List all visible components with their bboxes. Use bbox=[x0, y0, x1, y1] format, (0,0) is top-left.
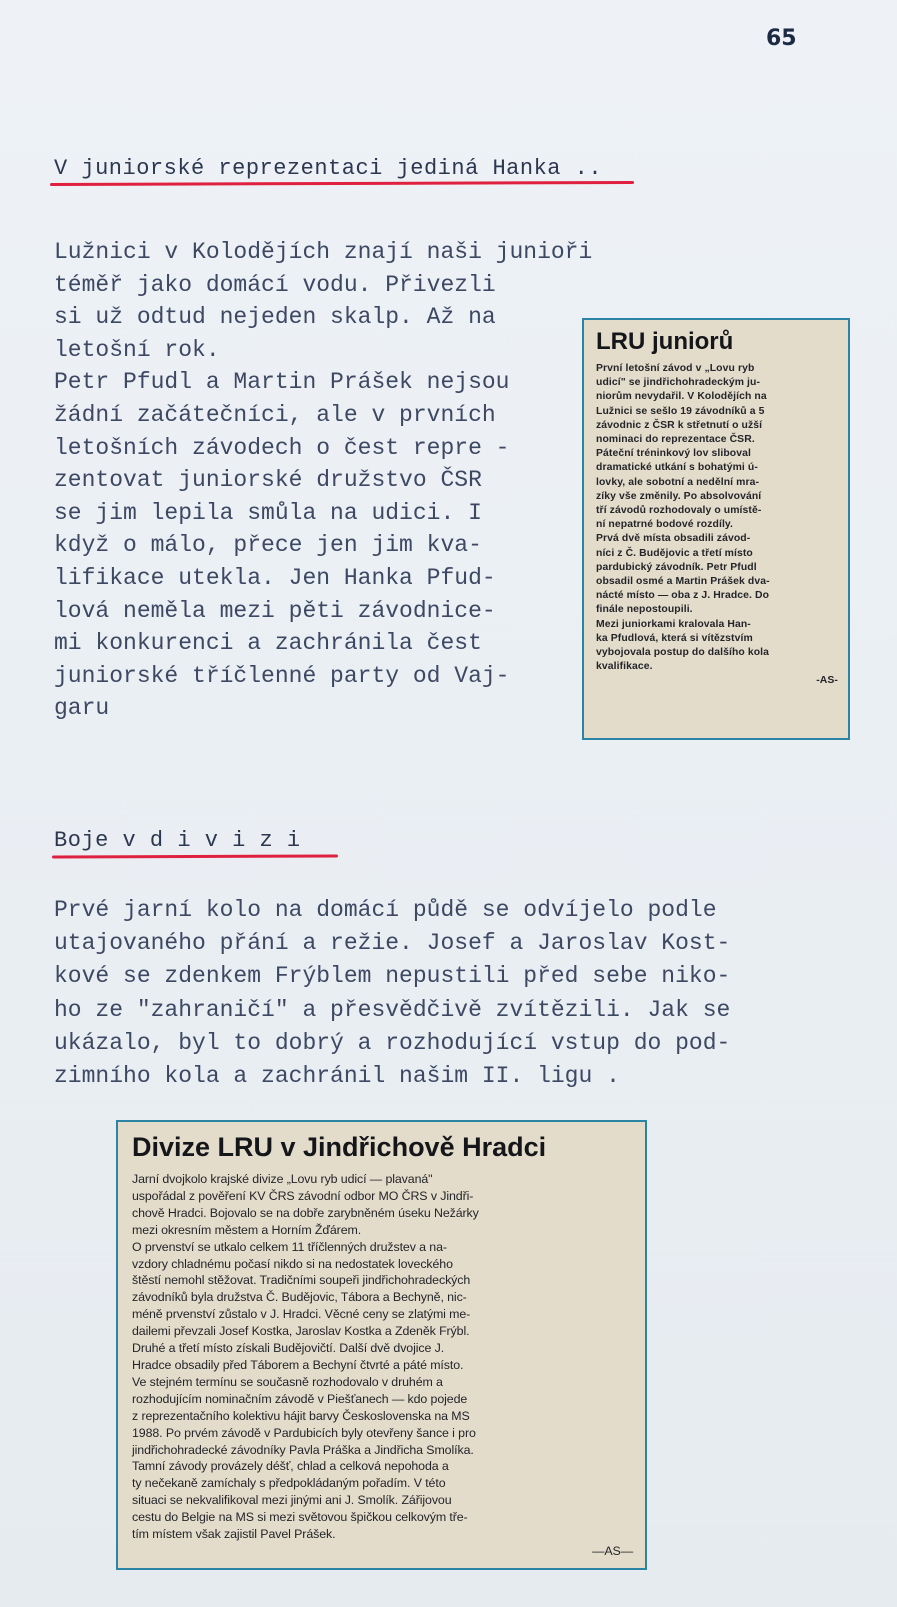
clipping1-line: níci z Č. Budějovic a třetí místo bbox=[596, 547, 753, 559]
clipping2-line: dailemi převzali Josef Kostka, Jaroslav Kostka a Zdeněk Frýbl. bbox=[132, 1324, 470, 1339]
clipping2-body bbox=[132, 1171, 633, 1560]
clipping1-line: ní nepatrné bodové rozdíly. bbox=[596, 519, 734, 531]
section1-line: Petr Pfudl a Martin Prášek nejsou bbox=[54, 369, 510, 396]
clipping1-line: dramatické utkání s bohatými ú- bbox=[596, 462, 758, 474]
clipping2-title: Divize LRU v Jindřichově Hradci bbox=[132, 1132, 547, 1162]
section1-line: Lužnici v Kolodějích znají naši junioři bbox=[54, 239, 593, 265]
clipping2-line: Ve stejném termínu se současně rozhodovalo v druhém a bbox=[132, 1374, 443, 1389]
section1-line: mi konkurenci a zachránila čest bbox=[54, 630, 482, 657]
clipping2-line: cestu do Belgie na MS si mezi světovou špičkou celkovým tře- bbox=[132, 1510, 468, 1525]
clipping1-line: První letošní závod v „Lovu ryb bbox=[596, 363, 755, 374]
clipping1-line: finále nepostoupili. bbox=[596, 604, 693, 616]
clipping1-body bbox=[596, 362, 838, 689]
clipping1-line: udicí" se jindřichohradeckým ju- bbox=[596, 377, 761, 389]
clipping1-line: zíky vše změnily. Po absolvování bbox=[596, 490, 762, 502]
clipping1-line: pardubický závodník. Petr Pfudl bbox=[596, 561, 757, 573]
clipping2-line: štěstí nemohl stěžovat. Tradičními soupeři jindřichohradeckých bbox=[132, 1273, 471, 1288]
clipping2-line: 1988. Po prvém závodě v Pardubicích byly otevřeny šance i pro bbox=[132, 1425, 476, 1440]
clipping2-line: Druhé a třetí místo získali Budějovičtí. Další dvě dvojice J. bbox=[132, 1341, 445, 1356]
clipping2-line: tím místem však zajistil Pavel Prášek. bbox=[132, 1527, 336, 1542]
section1-line: žádní začátečníci, ale v prvních bbox=[54, 401, 496, 428]
newspaper-clipping-juniors bbox=[582, 318, 850, 740]
clipping1-line: vybojovala postup do dalšího kola bbox=[596, 647, 770, 659]
section2-line: utajovaného přání a režie. Josef a Jaroslav Kost- bbox=[54, 930, 731, 957]
clipping2-line: Jarní dvojkolo krajské divize „Lovu ryb udicí — plavaná" bbox=[132, 1172, 433, 1186]
clipping2-line: chově Hradci. Bojovalo se na dobře zarybněném úseku Nežárky bbox=[132, 1205, 479, 1220]
clipping1-author: -AS- bbox=[816, 675, 838, 687]
clipping1-title: LRU juniorů bbox=[596, 328, 734, 355]
clipping1-line: kvalifikace. bbox=[596, 661, 653, 673]
clipping1-line: Lužnici se sešlo 19 závodníků a 5 bbox=[596, 405, 765, 417]
clipping2-line: Tamní závody provázely déšť, chlad a celková nepohoda a bbox=[132, 1459, 449, 1474]
section2-line: ho ze "zahraničí" a přesvědčivě zvítězili. Jak se bbox=[54, 996, 731, 1023]
section2-line: Prvé jarní kolo na domácí půdě se odvíjelo podle bbox=[54, 897, 717, 923]
section1-line: se jim lepila smůla na udici. I bbox=[54, 499, 482, 526]
section1-line: si už odtud nejeden skalp. Až na bbox=[54, 304, 496, 331]
clipping1-line: niorům nevydařil. V Kolodějích na bbox=[596, 391, 767, 403]
section2-paragraph bbox=[54, 894, 730, 1093]
clipping2-line: vzdory chladnému počasí nikdo si na nedostatek loveckého bbox=[132, 1256, 453, 1271]
clipping2-line: závodníků byla družstva Č. Budějovic, Tábora a Bechyně, nic- bbox=[132, 1290, 467, 1305]
section2-line: ukázalo, byl to dobrý a rozhodující vstup do pod- bbox=[54, 1029, 731, 1056]
clipping1-line: lovky, ale sobotní a nedělní mra- bbox=[596, 476, 760, 488]
clipping1-line: nácté místo — oba z J. Hradce. Do bbox=[596, 590, 770, 602]
clipping2-line: jindřichohradecké závodníky Pavla Práška a Jindřicha Smolíka. bbox=[132, 1442, 474, 1457]
clipping2-line: mezi okresním městem a Horním Žďárem. bbox=[132, 1222, 362, 1237]
clipping1-line: Prvá dvě místa obsadili závod- bbox=[596, 533, 751, 545]
section2-line: kové se zdenkem Frýblem nepustili před sebe niko- bbox=[54, 963, 731, 990]
newspaper-clipping-division bbox=[116, 1120, 647, 1570]
section1-heading: V juniorské reprezentaci jediná Hanka .. bbox=[54, 156, 603, 181]
section2-underline bbox=[52, 855, 338, 859]
clipping1-line: závodnic z ČSR k střetnutí o užší bbox=[596, 419, 763, 431]
clipping2-line: z reprezentačního kolektivu hájit barvy Československa na MS bbox=[132, 1408, 470, 1423]
section2-heading: Boje v d i v i z i bbox=[54, 828, 301, 853]
clipping1-line: ka Pfudlová, která si vítězstvím bbox=[596, 632, 753, 644]
section1-line: téměř jako domácí vodu. Přivezli bbox=[54, 271, 496, 298]
clipping1-line: obsadil osmé a Martin Prášek dva- bbox=[596, 576, 770, 588]
clipping2-line: rozhodujícím nominačním závodě v Piešťanech — kdo pojede bbox=[132, 1391, 468, 1406]
section1-line: letošních závodech o čest repre - bbox=[54, 434, 510, 461]
clipping2-line: méně prvenství zůstalo v J. Hradci. Věcné ceny se zlatými me- bbox=[132, 1307, 471, 1322]
clipping1-line: Páteční tréninkový lov sliboval bbox=[596, 448, 751, 460]
clipping2-line: situaci se nekvalifikoval mezi jinými ani J. Smolík. Zářijovou bbox=[132, 1493, 452, 1508]
clipping2-line: O prvenství se utkalo celkem 11 tříčlenných družstev a na- bbox=[132, 1239, 447, 1254]
page-number: 65 bbox=[766, 26, 797, 51]
section1-line: když o málo, přece jen jim kva- bbox=[54, 532, 482, 559]
clipping2-line: Hradce obsadily před Táborem a Bechyní čtvrté a páté místo. bbox=[132, 1357, 464, 1372]
section1-line: juniorské tříčlenné party od Vaj- bbox=[54, 662, 510, 689]
clipping1-line: Mezi juniorkami kralovala Han- bbox=[596, 618, 751, 630]
section1-line: garu bbox=[54, 695, 110, 722]
section1-underline bbox=[50, 181, 634, 186]
section1-line: letošní rok. bbox=[54, 336, 220, 363]
clipping2-author: —AS— bbox=[592, 1543, 633, 1558]
section1-line: zentovat juniorské družstvo ČSR bbox=[54, 467, 482, 494]
section1-line: lifikace utekla. Jen Hanka Pfud- bbox=[54, 564, 496, 591]
section2-line: zimního kola a zachránil našim II. ligu . bbox=[54, 1063, 620, 1090]
section1-paragraph bbox=[54, 236, 592, 725]
clipping2-line: ty nečekaně zamíchaly s předpokládaným pořadím. V této bbox=[132, 1476, 446, 1491]
clipping2-line: uspořádal z pověření KV ČRS závodní odbor MO ČRS v Jindři- bbox=[132, 1188, 474, 1203]
clipping1-line: nominaci do reprezentace ČSR. bbox=[596, 434, 755, 446]
section1-line: lová neměla mezi pěti závodnice- bbox=[54, 597, 496, 624]
clipping1-line: tří závodů rozhodovaly o umístě- bbox=[596, 505, 762, 517]
